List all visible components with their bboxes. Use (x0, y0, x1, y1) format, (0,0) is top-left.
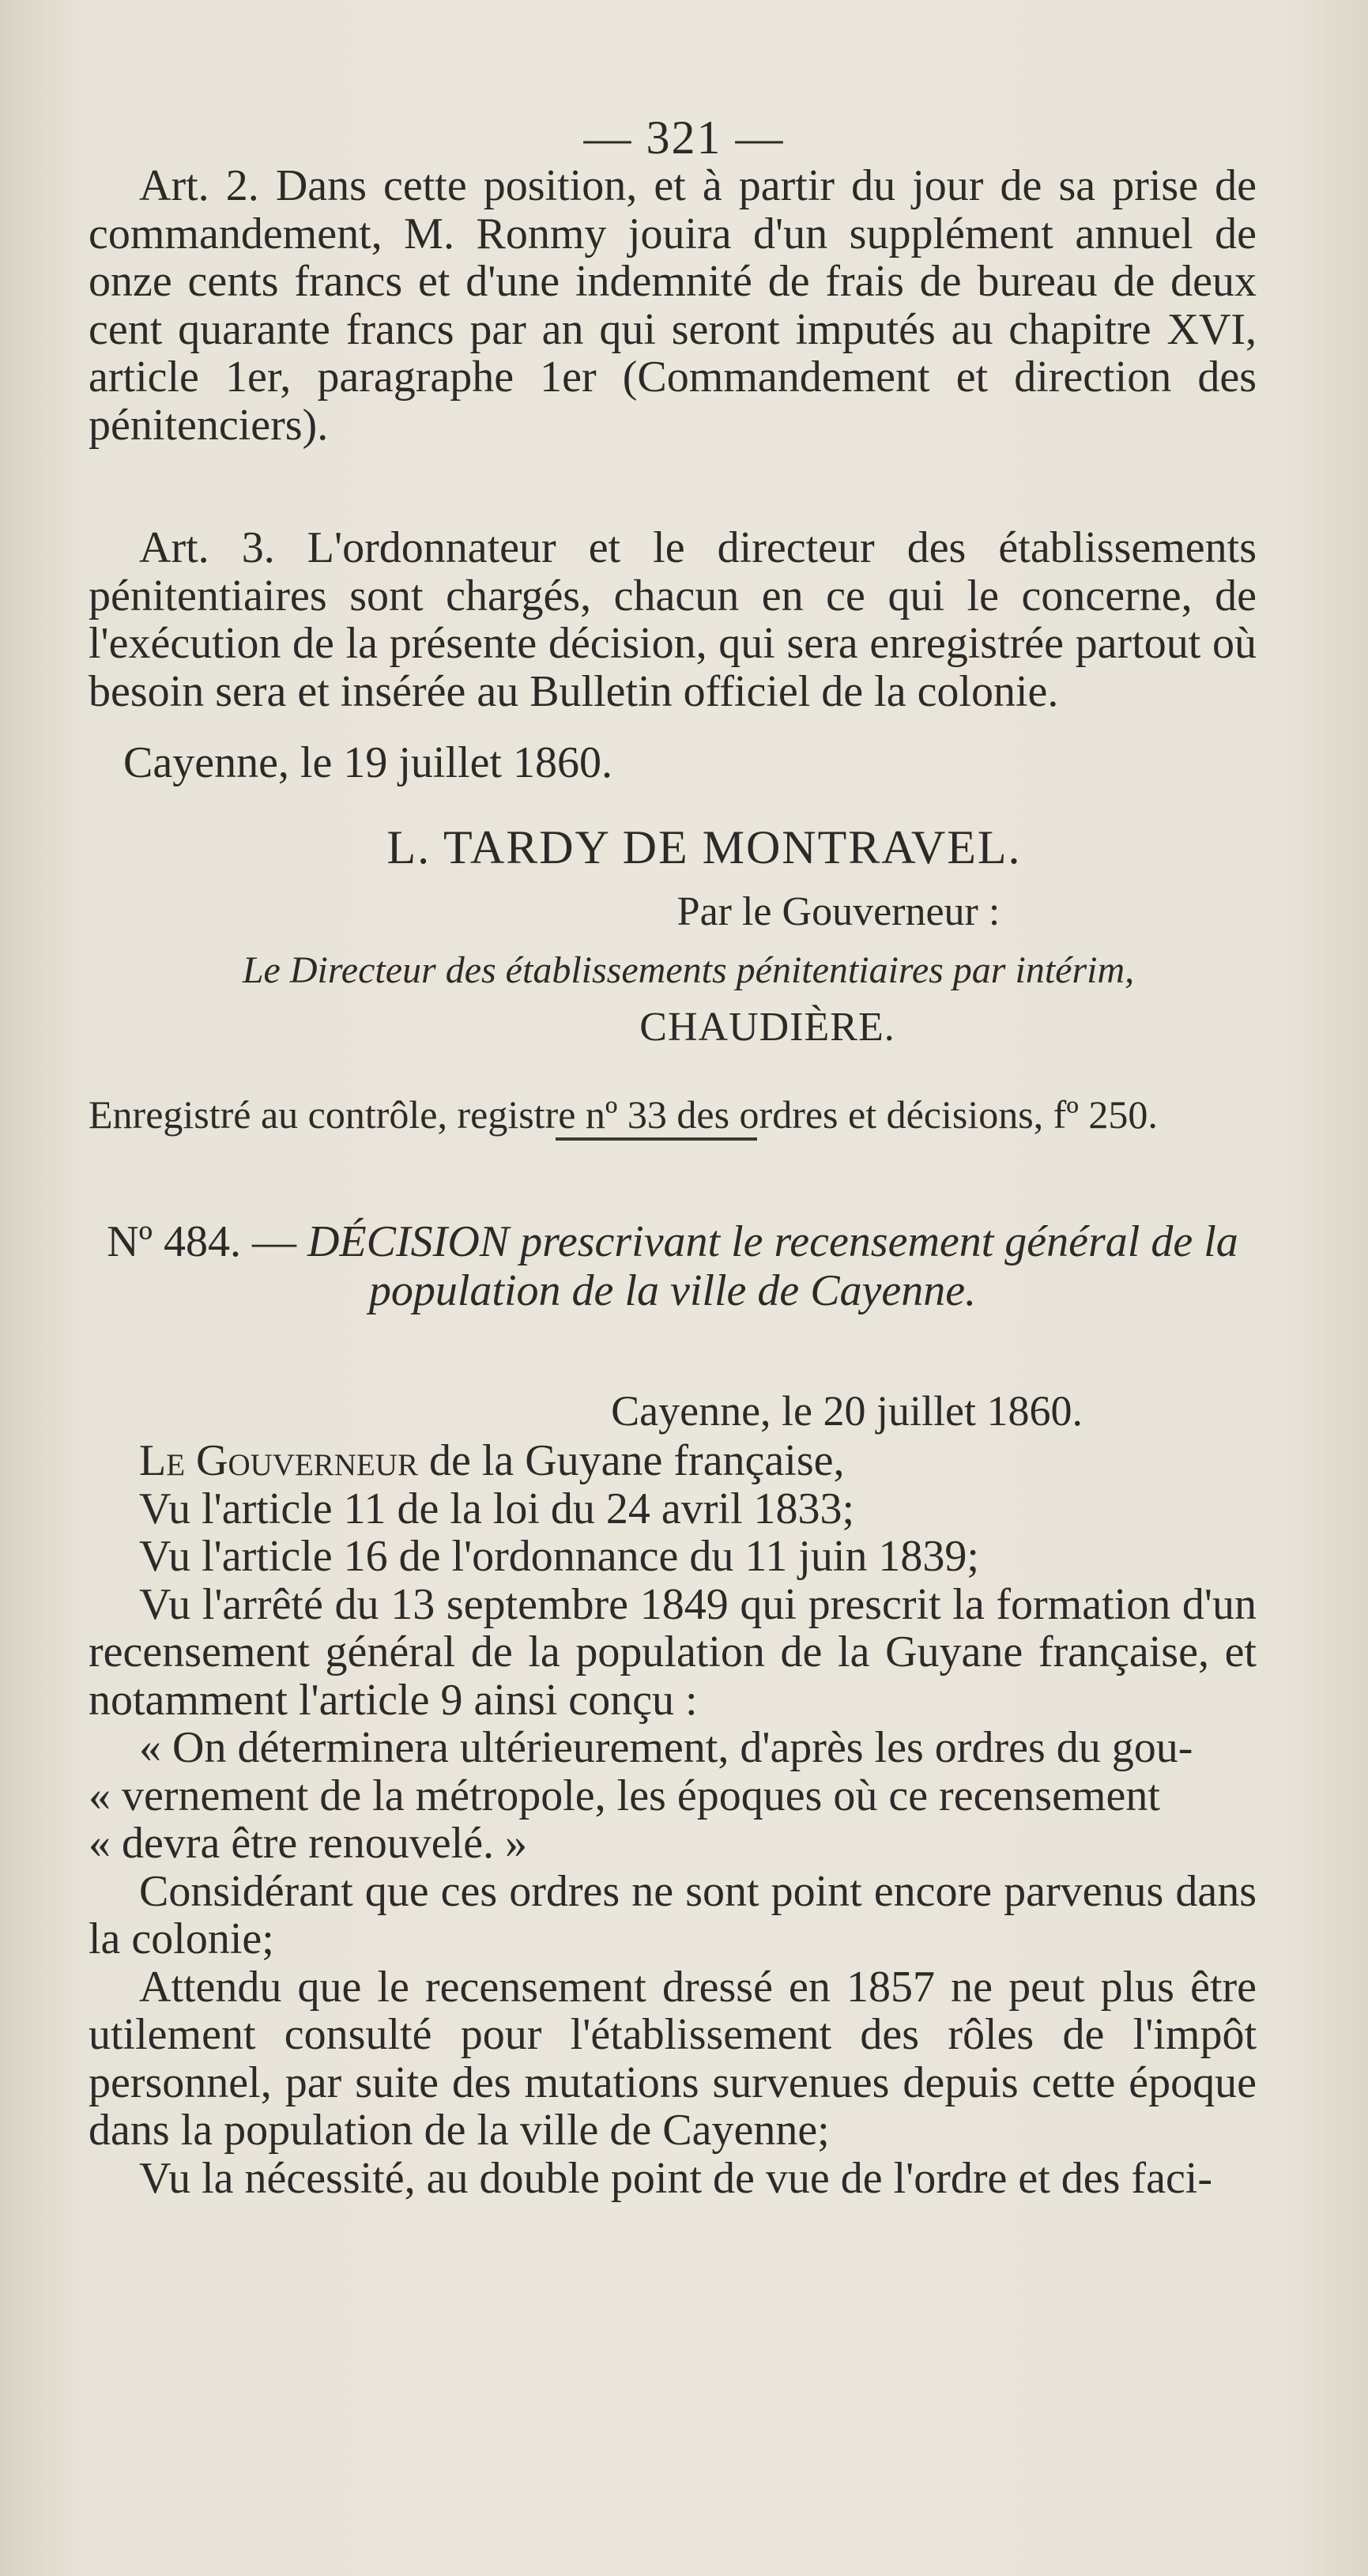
director-title-text: Le Directeur des établissements pénitentiaires par intérim, (242, 949, 1135, 991)
article-2-text: Art. 2. Dans cette position, et à partir du jour de sa prise de commandement, M. Ronmy jouira d'un supplément annuel de onze cents francs et d'une indemnité de frais de bureau de deux cent quarante francs par an qui seront imputés au chapitre XVI, article 1er, paragraphe 1er (Commandement et direction des pénitenciers). (89, 161, 1257, 450)
vu-2: Vu l'article 16 de l'ordonnance du 11 juin 1839; (139, 1532, 979, 1581)
registration-note (89, 1091, 1257, 1138)
signature-2-text: CHAUDIÈRE. (639, 1005, 895, 1050)
considerant: Considérant que ces ordres ne sont point encore parvenus dans la colonie; (89, 1866, 1257, 1963)
attendu: Attendu que le recensement dressé en 1857 ne peut plus être utilement consulté pour l'établissement des rôles de l'impôt personnel, par suite des mutations survenues depuis cette époque dans la population de la ville de Cayenne; (89, 1962, 1257, 2155)
decision-title-2: population de la ville de Cayenne. (368, 1266, 977, 1315)
quote-line-1: « On déterminera ultérieurement, d'après les ordres du gou- (139, 1723, 1193, 1772)
dateline-2-text: Cayenne, le 20 juillet 1860. (611, 1387, 1083, 1435)
vu-3: Vu l'arrêté du 13 septembre 1849 qui prescrit la formation d'un recensement général de la population de la Guyane française, et notamment l'article 9 ainsi conçu : (89, 1579, 1257, 1725)
director-title (89, 949, 1257, 993)
gouverneur-line (89, 1437, 1257, 1485)
quote-line-3: « devra être renouvelé. » (89, 1819, 528, 1868)
registration-note-text: Enregistré au contrôle, registre nº 33 des ordres et décisions, fº 250. (89, 1092, 1158, 1137)
dateline-1-text: Cayenne, le 19 juillet 1860. (123, 738, 612, 787)
decision-heading-line-1 (89, 1217, 1257, 1266)
par-le-gouverneur-text: Par le Gouverneur : (676, 889, 1001, 934)
section-divider (556, 1137, 757, 1141)
article-2 (89, 162, 1257, 449)
signature-1 (89, 822, 1257, 873)
dateline-1 (89, 739, 1257, 786)
decision-body (89, 1437, 1257, 2202)
decision-title-1: DÉCISION prescrivant le recensement général de la (307, 1217, 1238, 1266)
gouverneur-rest: de la Guyane française, (417, 1436, 845, 1485)
article-3-text: Art. 3. L'ordonnateur et le directeur des établissements pénitentiaires sont chargés, chacun en ce qui le concerne, de l'exécution de la présente décision, qui sera enregistrée partout où besoin sera et insérée au Bulletin officiel de la colonie. (89, 523, 1257, 716)
gouverneur-le: Le Gouverneur (139, 1436, 418, 1485)
decision-heading (89, 1217, 1257, 1315)
signature-1-text: L. TARDY DE MONTRAVEL. (386, 821, 1022, 873)
quote-line-2: « vernement de la métropole, les époques où ce recensement (89, 1771, 1160, 1820)
decision-number: Nº 484. — (107, 1217, 297, 1266)
signature-2 (89, 1004, 1257, 1051)
vu-4: Vu la nécessité, au double point de vue de l'ordre et des faci- (139, 2153, 1212, 2203)
dateline-2 (89, 1387, 1257, 1435)
page-number: — 321 — (583, 111, 785, 164)
vu-1: Vu l'article 11 de la loi du 24 avril 1833; (139, 1484, 855, 1533)
article-3 (89, 524, 1257, 715)
par-le-gouverneur (89, 889, 1257, 935)
